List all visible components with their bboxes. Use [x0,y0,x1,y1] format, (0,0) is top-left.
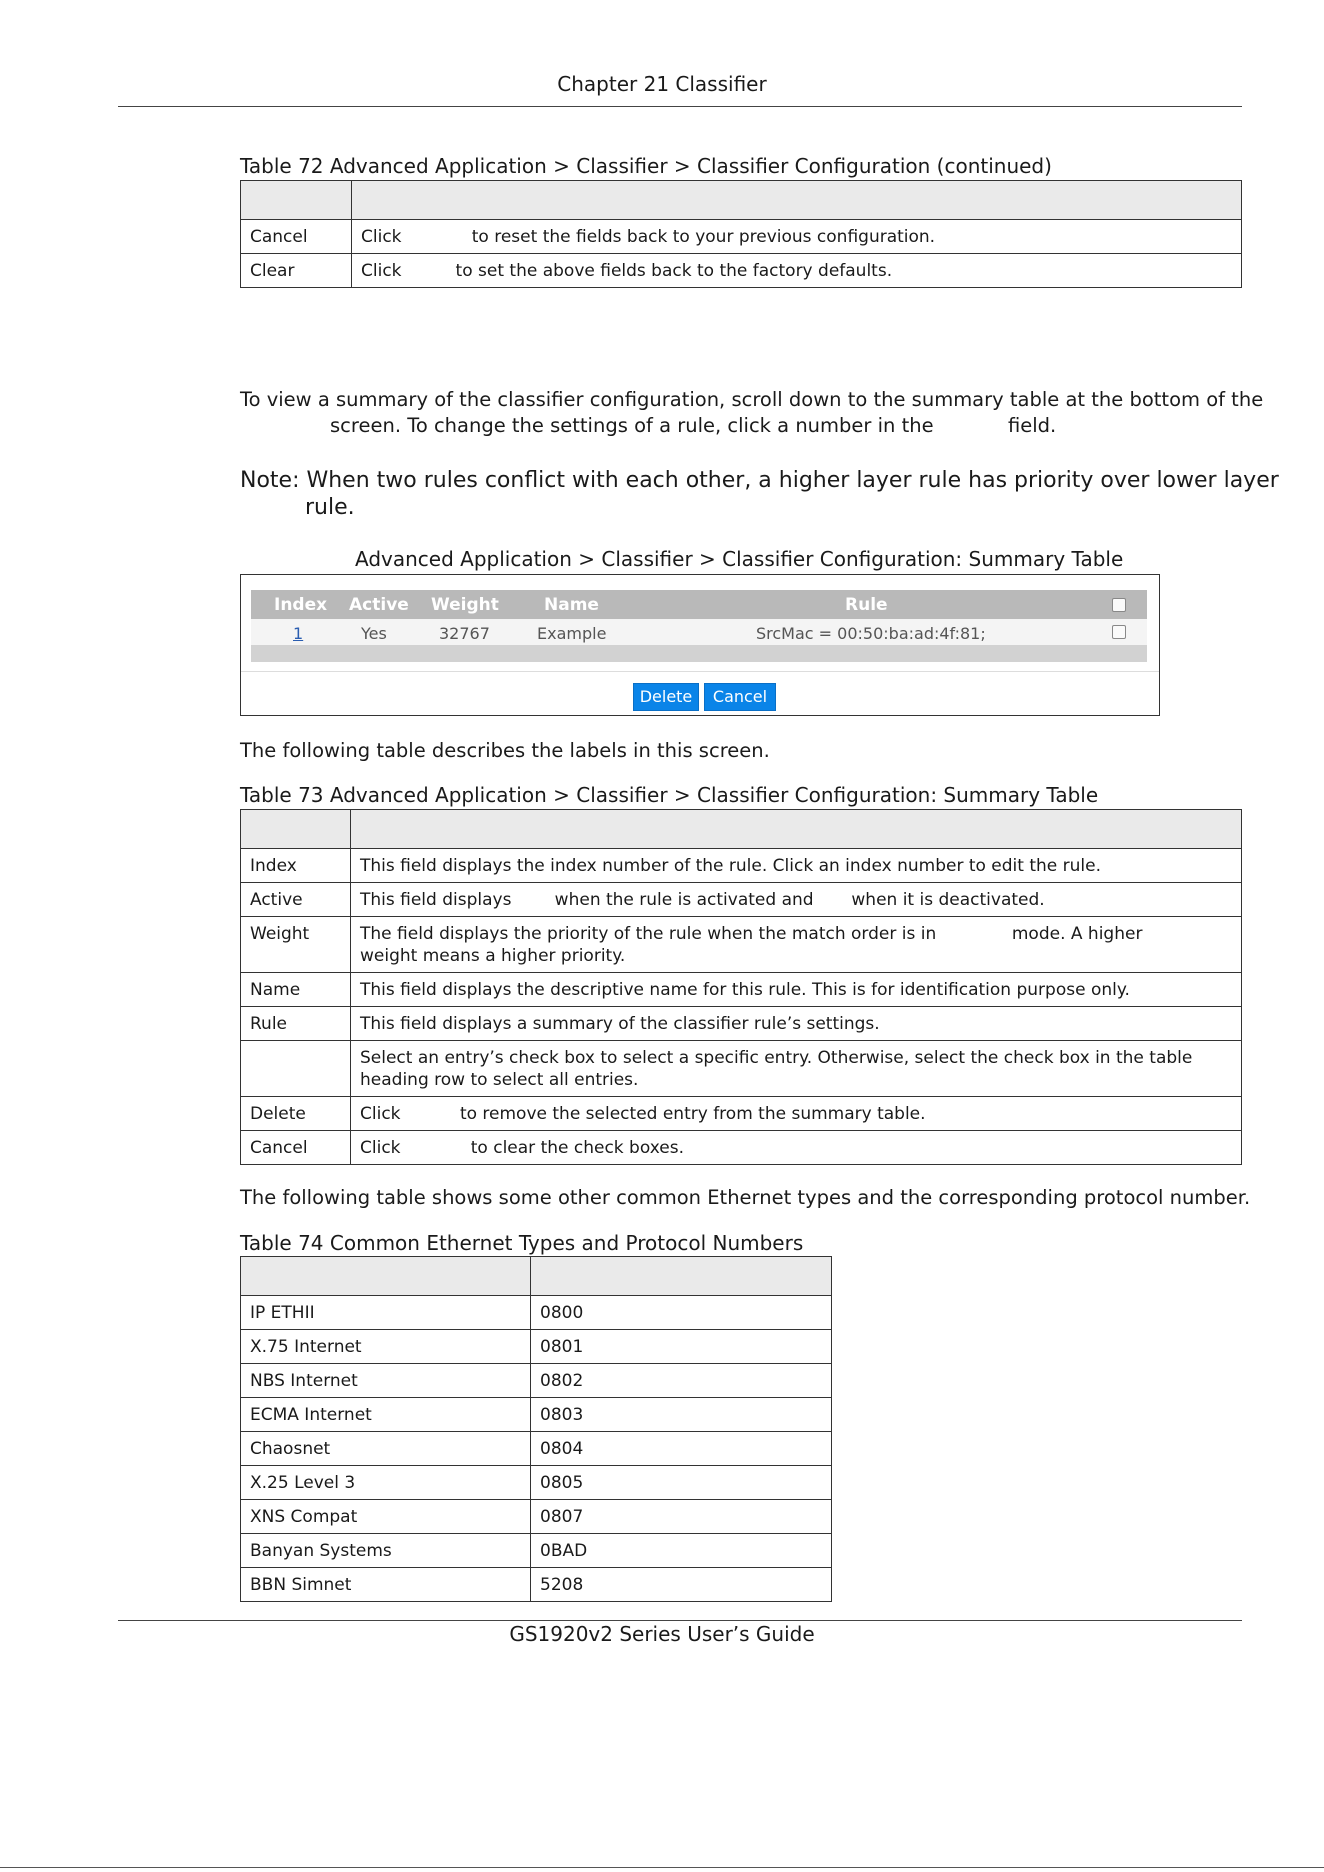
table72-caption: Table 72 Advanced Application > Classifier > Classifier Configuration (continued) [240,154,1052,178]
row-label: Active [241,883,351,917]
protocol-number: 0807 [531,1500,832,1534]
row-description: This field displays a summary of the classifier rule’s settings. [351,1007,1242,1041]
summary-screen-panel [240,574,1160,716]
ethernet-type: ECMA Internet [241,1398,531,1432]
row-label: Cancel [241,1131,351,1165]
table-row [241,1041,1242,1097]
footer-guide-title: GS1920v2 Series User’s Guide [509,1622,815,1646]
table73-caption: Table 73 Advanced Application > Classifier > Classifier Configuration: Summary Table [240,783,1099,807]
row-description: Select an entry’s check box to select a specific entry. Otherwise, select the check box in the table heading row to select all entries. [351,1041,1242,1097]
table-row [241,1398,832,1432]
row-label: Clear [241,254,352,288]
row-label [241,1041,351,1097]
ethernet-type: X.75 Internet [241,1330,531,1364]
table-row [241,254,1242,288]
index-link[interactable]: 1 [293,624,304,643]
row-description: This field displays the descriptive name for this rule. This is for identification purpose only. [351,973,1242,1007]
protocol-number: 0BAD [531,1534,832,1568]
column-header-index[interactable]: Index [274,595,328,615]
table-header-row [241,181,1242,220]
figure-caption: Advanced Application > Classifier > Classifier Configuration: Summary Table [355,547,1124,571]
protocol-number: 0800 [531,1296,832,1330]
table74-intro: The following table shows some other common Ethernet types and the corresponding protocol number. [240,1186,1251,1209]
ethernet-type: X.25 Level 3 [241,1466,531,1500]
cancel-button[interactable]: Cancel [704,683,776,711]
protocol-number: 0801 [531,1330,832,1364]
note-line2: rule. [305,495,355,520]
row-description: This field displays the index number of the rule. Click an index number to edit the rule. [351,849,1242,883]
table-row [241,1534,832,1568]
row-description: Click to clear the check boxes. [351,1131,1242,1165]
grid-row [251,619,1147,645]
header-rule [118,106,1242,107]
row-label: Weight [241,917,351,973]
grid-footer-bar [251,645,1147,662]
table72 [240,180,1242,288]
note-line1: Note: When two rules conflict with each other, a higher layer rule has priority over lower layer [240,468,1279,493]
table-row [241,849,1242,883]
table-row [241,1330,832,1364]
table-row [241,1500,832,1534]
table-header-row [241,1257,832,1296]
protocol-number: 0802 [531,1364,832,1398]
delete-button[interactable]: Delete [633,683,699,711]
page-bottom-edge [0,1867,1324,1868]
footer-rule [118,1620,1242,1621]
column-header-name[interactable]: Name [544,595,599,615]
table-row [241,1296,832,1330]
row-label: Cancel [241,220,352,254]
protocol-number: 0805 [531,1466,832,1500]
row-label: Name [241,973,351,1007]
ethernet-type: XNS Compat [241,1500,531,1534]
panel-divider [241,671,1159,672]
summary-paragraph-line2: screen. To change the settings of a rule, click a number in the field. [330,414,1057,437]
row-rule: SrcMac = 00:50:ba:ad:4f:81; [756,624,986,643]
row-checkbox[interactable] [1112,625,1126,639]
ethernet-type: BBN Simnet [241,1568,531,1602]
row-name: Example [537,624,607,643]
protocol-number: 5208 [531,1568,832,1602]
select-all-checkbox[interactable] [1112,598,1126,612]
row-label: Index [241,849,351,883]
row-description: This field displays when the rule is activated and when it is deactivated. [351,883,1242,917]
column-header-active[interactable]: Active [349,595,409,615]
ethernet-type: NBS Internet [241,1364,531,1398]
table73 [240,809,1242,1165]
column-header-rule[interactable]: Rule [845,595,888,615]
ethernet-type: Chaosnet [241,1432,531,1466]
ethernet-type: Banyan Systems [241,1534,531,1568]
row-description: Click to reset the fields back to your previous configuration. [352,220,1242,254]
row-label: Delete [241,1097,351,1131]
table-row [241,1466,832,1500]
column-header-weight[interactable]: Weight [431,595,499,615]
row-active: Yes [361,624,387,643]
table-row [241,1568,832,1602]
row-weight: 32767 [439,624,490,643]
summary-grid [251,590,1147,662]
chapter-header: Chapter 21 Classifier [557,72,767,96]
row-description: Click to remove the selected entry from the summary table. [351,1097,1242,1131]
table-row [241,917,1242,973]
ethernet-type: IP ETHII [241,1296,531,1330]
summary-paragraph-line1: To view a summary of the classifier configuration, scroll down to the summary table at the bottom of the [240,388,1264,411]
table-row [241,1097,1242,1131]
table-row [241,1007,1242,1041]
row-label: Rule [241,1007,351,1041]
table-row [241,1364,832,1398]
grid-header-row [251,590,1147,619]
table-header-row [241,810,1242,849]
table-row [241,883,1242,917]
table74 [240,1256,832,1602]
row-description: Click to set the above fields back to the factory defaults. [352,254,1242,288]
protocol-number: 0804 [531,1432,832,1466]
table-row [241,220,1242,254]
protocol-number: 0803 [531,1398,832,1432]
table74-caption: Table 74 Common Ethernet Types and Protocol Numbers [240,1231,804,1255]
table73-intro: The following table describes the labels in this screen. [240,739,770,762]
table-row [241,973,1242,1007]
row-description: The field displays the priority of the rule when the match order is in mode. A higher weight means a higher priority. [351,917,1242,973]
table-row [241,1432,832,1466]
table-row [241,1131,1242,1165]
